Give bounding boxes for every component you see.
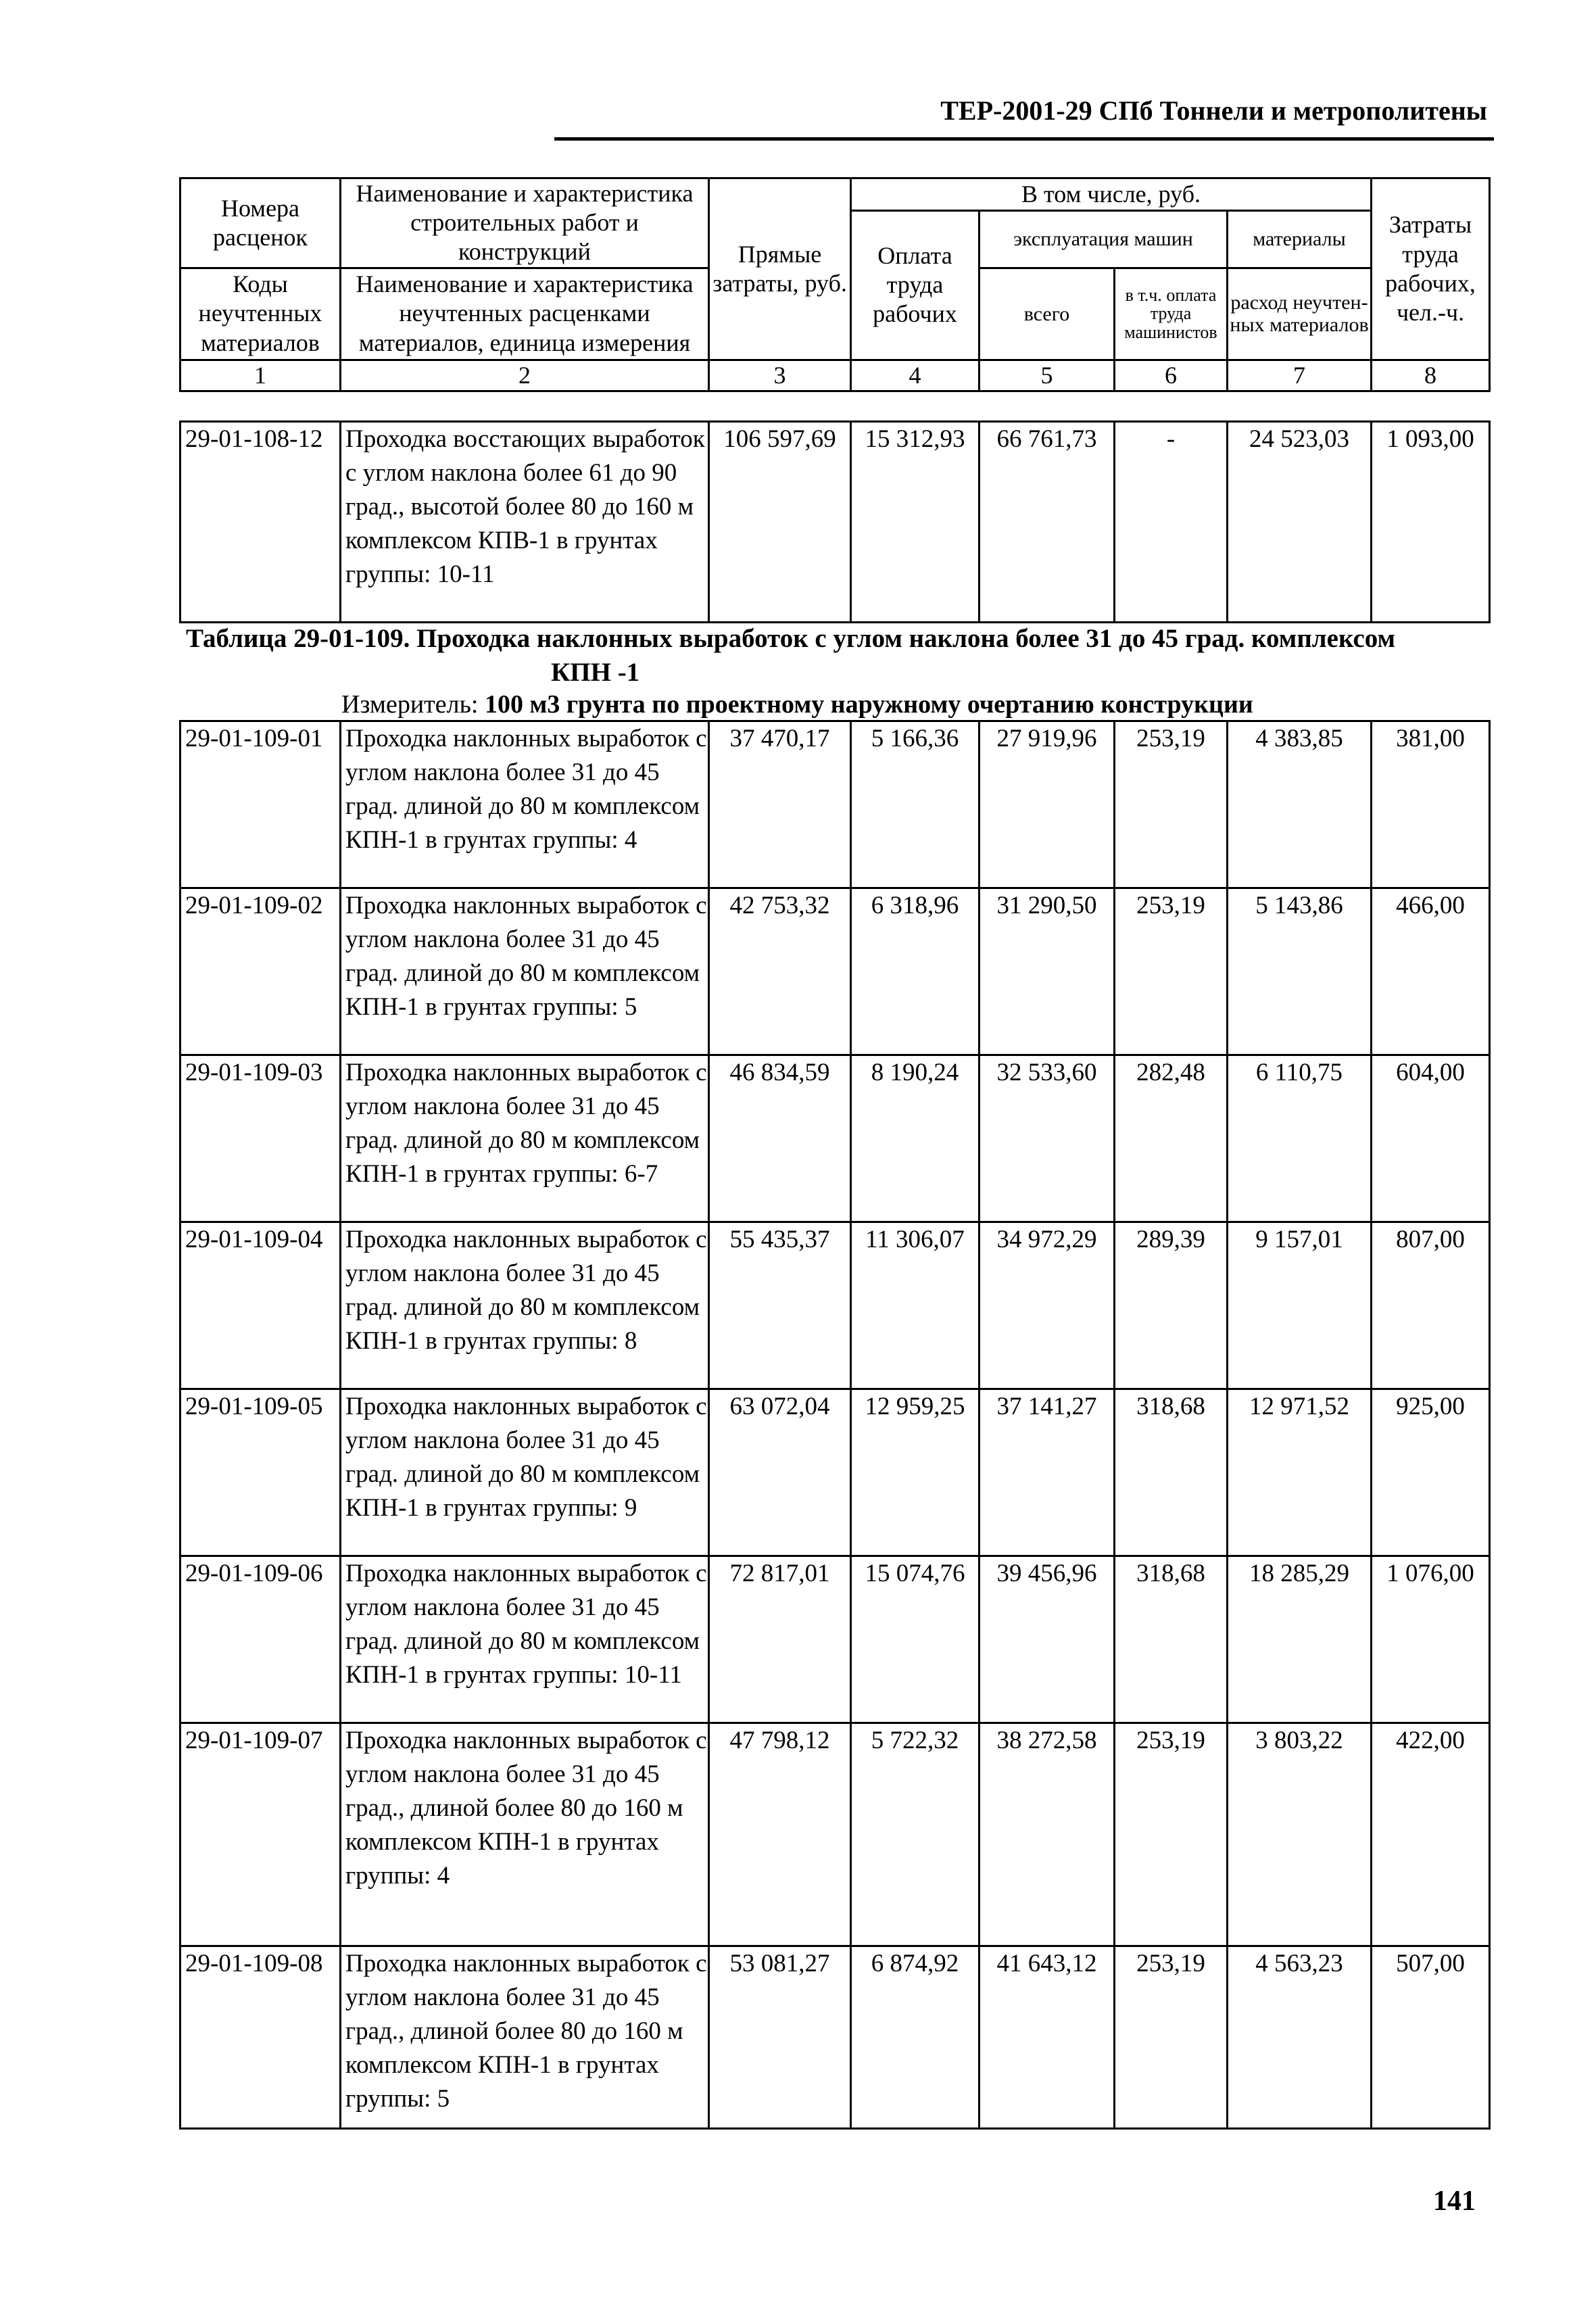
direct-costs-value: 42 753,32	[709, 888, 851, 1055]
col-rate-number-header: Номера расценок	[180, 178, 341, 268]
rate-code: 29-01-109-08	[180, 1946, 341, 2129]
labor-pay-value: 5 722,32	[851, 1723, 980, 1946]
col-machinist-pay-header: в т.ч. оплата труда машинистов	[1115, 268, 1228, 360]
rates-table	[179, 720, 1491, 2130]
rate-code: 29-01-109-06	[180, 1556, 341, 1723]
machinist-pay-value: 253,19	[1115, 721, 1228, 888]
table-row	[180, 888, 1490, 1055]
materials-value: 24 523,03	[1228, 422, 1372, 623]
page-number: 141	[1433, 2186, 1476, 2217]
rate-code: 29-01-109-07	[180, 1723, 341, 1946]
labor-pay-value: 15 312,93	[851, 422, 980, 623]
machines-total-value: 31 290,50	[980, 888, 1115, 1055]
column-header-table	[179, 177, 1491, 392]
table-row	[180, 1055, 1490, 1222]
labor-hours-value: 925,00	[1372, 1389, 1490, 1556]
col-uncounted-desc-header: Наименование и характеристика неучтенных расценками материалов, единица измерения	[341, 268, 709, 360]
col-materials-header: материалы	[1228, 211, 1372, 268]
labor-pay-value: 11 306,07	[851, 1222, 980, 1389]
rate-name: Проходка наклонных выработок с углом наклона более 31 до 45 град. длиной до 80 м комплексом КПН-1 в грунтах группы: 5	[341, 888, 709, 1055]
table-row	[180, 1556, 1490, 1723]
machines-total-value: 66 761,73	[980, 422, 1115, 623]
table-caption	[186, 622, 1470, 690]
materials-value: 5 143,86	[1228, 888, 1372, 1055]
rate-name: Проходка наклонных выработок с углом наклона более 31 до 45 град. длиной до 80 м комплексом КПН-1 в грунтах группы: 6-7	[341, 1055, 709, 1222]
rate-name: Проходка наклонных выработок с углом наклона более 31 до 45 град., длиной более 80 до 160 м комплексом КПН-1 в грунтах группы: 5	[341, 1946, 709, 2129]
machinist-pay-value: 253,19	[1115, 888, 1228, 1055]
table-row	[180, 721, 1490, 888]
direct-costs-value: 37 470,17	[709, 721, 851, 888]
materials-value: 3 803,22	[1228, 1723, 1372, 1946]
labor-hours-value: 422,00	[1372, 1723, 1490, 1946]
table-row	[180, 1946, 1490, 2129]
machines-total-value: 39 456,96	[980, 1556, 1115, 1723]
machines-total-value: 34 972,29	[980, 1222, 1115, 1389]
col-number: 2	[341, 360, 709, 391]
col-number: 3	[709, 360, 851, 391]
labor-pay-value: 6 318,96	[851, 888, 980, 1055]
measure-line	[341, 688, 1491, 721]
rate-code: 29-01-109-05	[180, 1389, 341, 1556]
col-number: 8	[1372, 360, 1490, 391]
rate-code: 29-01-108-12	[180, 422, 341, 623]
rate-code: 29-01-109-03	[180, 1055, 341, 1222]
materials-value: 6 110,75	[1228, 1055, 1372, 1222]
labor-hours-value: 466,00	[1372, 888, 1490, 1055]
labor-pay-value: 6 874,92	[851, 1946, 980, 2129]
col-number: 4	[851, 360, 980, 391]
materials-value: 18 285,29	[1228, 1556, 1372, 1723]
table-row	[180, 1222, 1490, 1389]
rate-code: 29-01-109-04	[180, 1222, 341, 1389]
direct-costs-value: 53 081,27	[709, 1946, 851, 2129]
col-labor-costs-header: Затраты труда рабочих, чел.-ч.	[1372, 178, 1490, 360]
labor-hours-value: 1 076,00	[1372, 1556, 1490, 1723]
labor-pay-value: 8 190,24	[851, 1055, 980, 1222]
col-direct-costs-header: Прямые затраты, руб.	[709, 178, 851, 360]
document-header-title: ТЕР-2001-29 СПб Тоннели и метрополитены	[940, 95, 1487, 126]
labor-hours-value: 604,00	[1372, 1055, 1490, 1222]
machines-total-value: 41 643,12	[980, 1946, 1115, 2129]
measure-value: 100 м3 грунта по проектному наружному очертанию конструкции	[485, 690, 1253, 719]
rate-name: Проходка наклонных выработок с углом наклона более 31 до 45 град. длиной до 80 м комплексом КПН-1 в грунтах группы: 4	[341, 721, 709, 888]
col-number: 7	[1228, 360, 1372, 391]
materials-value: 4 383,85	[1228, 721, 1372, 888]
previous-table-rows	[179, 420, 1491, 623]
rate-name: Проходка наклонных выработок с углом наклона более 31 до 45 град. длиной до 80 м комплексом КПН-1 в грунтах группы: 9	[341, 1389, 709, 1556]
header-rule	[554, 137, 1494, 141]
col-including-header: В том числе, руб.	[851, 178, 1372, 211]
machines-total-value: 32 533,60	[980, 1055, 1115, 1222]
rate-code: 29-01-109-02	[180, 888, 341, 1055]
machinist-pay-value: -	[1115, 422, 1228, 623]
labor-pay-value: 12 959,25	[851, 1389, 980, 1556]
rate-name: Проходка восстающих выработок с углом наклона более 61 до 90 град., высотой более 80 до 160 м комплексом КПВ-1 в грунтах группы: 10-11	[341, 422, 709, 623]
rate-name: Проходка наклонных выработок с углом наклона более 31 до 45 град., длиной более 80 до 160 м комплексом КПН-1 в грунтах группы: 4	[341, 1723, 709, 1946]
col-number: 5	[980, 360, 1115, 391]
labor-hours-value: 807,00	[1372, 1222, 1490, 1389]
rate-name: Проходка наклонных выработок с углом наклона более 31 до 45 град. длиной до 80 м комплексом КПН-1 в грунтах группы: 8	[341, 1222, 709, 1389]
materials-value: 4 563,23	[1228, 1946, 1372, 2129]
col-total-header: всего	[980, 268, 1115, 360]
machinist-pay-value: 253,19	[1115, 1946, 1228, 2129]
direct-costs-value: 106 597,69	[709, 422, 851, 623]
table-row	[180, 1723, 1490, 1946]
machines-total-value: 27 919,96	[980, 721, 1115, 888]
machinist-pay-value: 289,39	[1115, 1222, 1228, 1389]
labor-hours-value: 507,00	[1372, 1946, 1490, 2129]
direct-costs-value: 72 817,01	[709, 1556, 851, 1723]
labor-pay-value: 15 074,76	[851, 1556, 980, 1723]
machines-total-value: 37 141,27	[980, 1389, 1115, 1556]
direct-costs-value: 46 834,59	[709, 1055, 851, 1222]
col-uncounted-materials-header: расход неучтен-ных материалов	[1228, 268, 1372, 360]
col-name-header: Наименование и характеристика строительных работ и конструкций	[341, 178, 709, 268]
table-row	[180, 1389, 1490, 1556]
labor-hours-value: 1 093,00	[1372, 422, 1490, 623]
measure-label: Измеритель:	[341, 690, 479, 719]
machinist-pay-value: 318,68	[1115, 1556, 1228, 1723]
materials-value: 9 157,01	[1228, 1222, 1372, 1389]
col-number: 1	[180, 360, 341, 391]
machines-total-value: 38 272,58	[980, 1723, 1115, 1946]
materials-value: 12 971,52	[1228, 1389, 1372, 1556]
col-number: 6	[1115, 360, 1228, 391]
labor-pay-value: 5 166,36	[851, 721, 980, 888]
table-row	[180, 422, 1490, 623]
col-machine-operation-header: эксплуатация машин	[980, 211, 1228, 268]
labor-hours-value: 381,00	[1372, 721, 1490, 888]
table-caption-line1: Таблица 29-01-109. Проходка наклонных выработок с углом наклона более 31 до 45 град. комплексом	[186, 624, 1396, 653]
machinist-pay-value: 318,68	[1115, 1389, 1228, 1556]
col-labor-pay-header: Оплата труда рабочих	[851, 211, 980, 360]
machinist-pay-value: 253,19	[1115, 1723, 1228, 1946]
direct-costs-value: 63 072,04	[709, 1389, 851, 1556]
col-uncounted-codes-header: Коды неучтенных материалов	[180, 268, 341, 360]
rate-name: Проходка наклонных выработок с углом наклона более 31 до 45 град. длиной до 80 м комплексом КПН-1 в грунтах группы: 10-11	[341, 1556, 709, 1723]
table-caption-line2: КПН -1	[551, 658, 640, 687]
rate-code: 29-01-109-01	[180, 721, 341, 888]
machinist-pay-value: 282,48	[1115, 1055, 1228, 1222]
direct-costs-value: 55 435,37	[709, 1222, 851, 1389]
direct-costs-value: 47 798,12	[709, 1723, 851, 1946]
